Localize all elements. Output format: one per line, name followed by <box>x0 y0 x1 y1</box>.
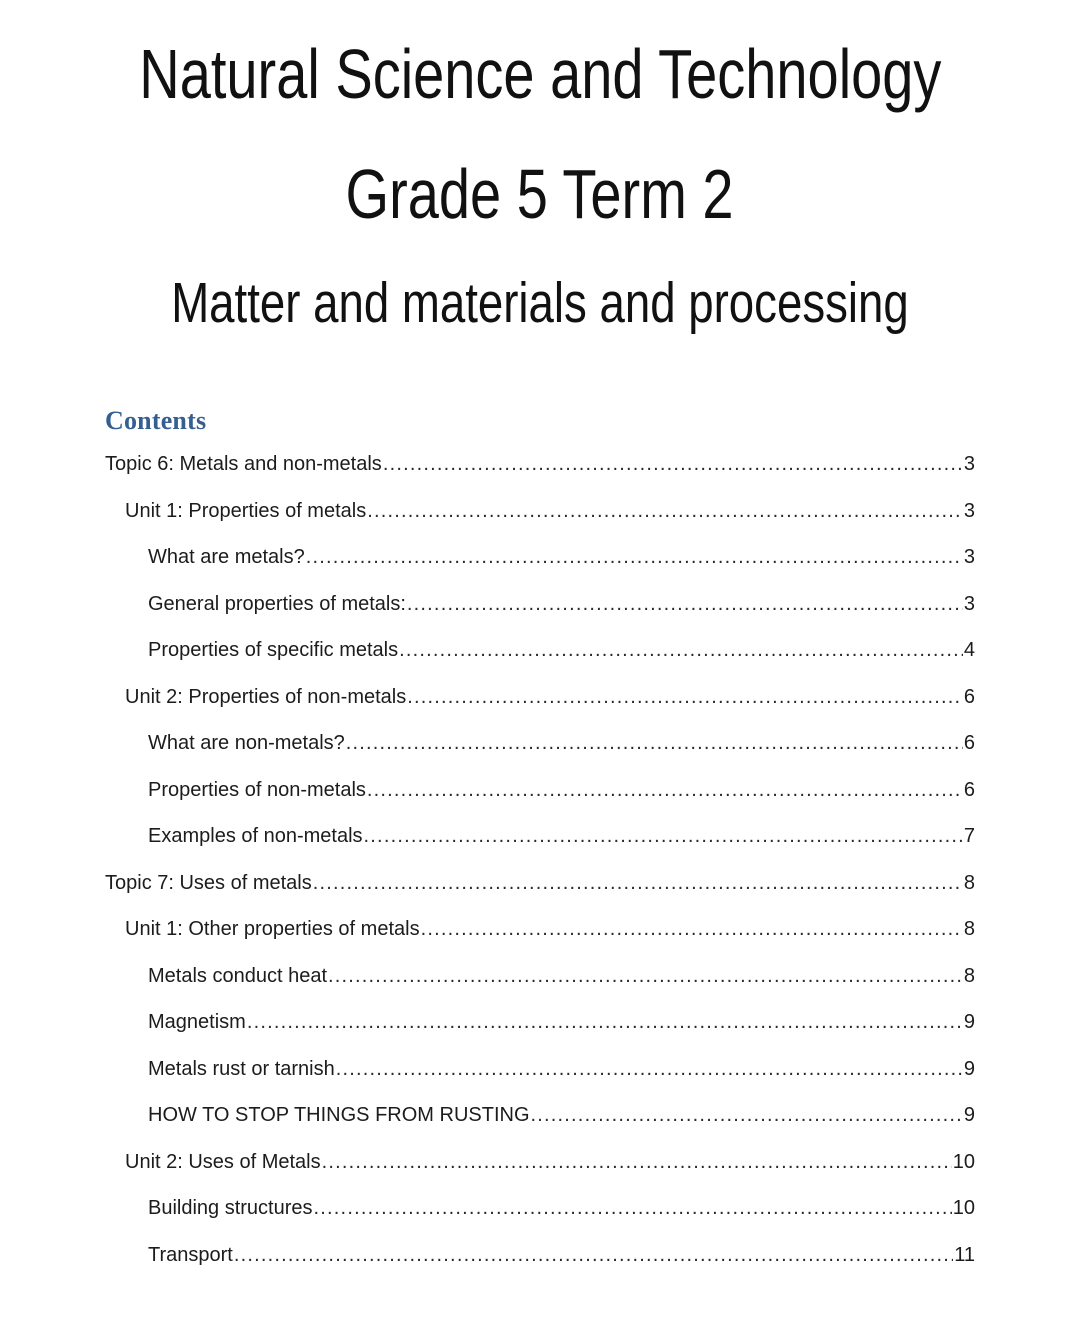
toc-entry-label: Transport <box>148 1243 233 1266</box>
toc-entry-label: Topic 7: Uses of metals <box>105 871 312 894</box>
toc-leader-dots <box>367 488 963 535</box>
toc-page-number: 10 <box>952 1150 975 1173</box>
toc-leader-dots <box>367 767 963 814</box>
toc-leader-dots <box>399 627 963 674</box>
page-title-line2 <box>0 154 1080 234</box>
toc-page-number: 6 <box>963 732 975 754</box>
toc-leader-dots <box>421 906 963 953</box>
toc-entry-label: Metals conduct heat <box>148 964 327 987</box>
toc-entry-label: Magnetism <box>148 1011 246 1033</box>
toc-page-number: 3 <box>963 592 975 615</box>
toc-row[interactable] <box>105 767 975 814</box>
toc-entry-label: Properties of non-metals <box>148 778 366 801</box>
toc-leader-dots <box>346 720 963 767</box>
page-subtitle <box>0 270 1080 336</box>
toc-leader-dots <box>328 953 963 1000</box>
toc-row[interactable] <box>105 813 975 860</box>
toc-row[interactable] <box>105 1185 975 1232</box>
toc-leader-dots <box>364 813 963 860</box>
toc-row[interactable] <box>105 1092 975 1139</box>
toc-leader-dots <box>336 1046 963 1093</box>
title-block <box>0 34 1080 336</box>
toc-row[interactable] <box>105 1046 975 1093</box>
toc-row[interactable] <box>105 953 975 1000</box>
toc-row[interactable] <box>105 999 975 1046</box>
toc-entry-label: Examples of non-metals <box>148 825 363 847</box>
toc-row[interactable] <box>105 627 975 674</box>
toc-page-number: 4 <box>963 639 975 661</box>
toc-page-number: 8 <box>963 918 975 940</box>
page-title-line2-text: Grade 5 Term 2 <box>345 155 735 233</box>
toc-page-number: 3 <box>963 546 975 568</box>
page-title-line1 <box>0 34 1080 114</box>
toc-leader-dots <box>383 441 963 488</box>
toc-page-number: 7 <box>963 825 975 847</box>
toc-leader-dots <box>407 581 963 628</box>
toc-leader-dots <box>407 674 963 721</box>
toc-leader-dots <box>314 1185 952 1232</box>
toc-row[interactable] <box>105 674 975 721</box>
toc-leader-dots <box>306 534 963 581</box>
toc-entry-label: What are non-metals? <box>148 732 345 754</box>
toc-row[interactable] <box>105 441 975 488</box>
toc-page-number: 6 <box>963 685 975 708</box>
toc-entry-label: What are metals? <box>148 546 305 568</box>
toc-leader-dots <box>247 999 963 1046</box>
toc-entry-label: Building structures <box>148 1197 313 1219</box>
toc-page-number: 3 <box>963 453 975 475</box>
toc-row[interactable] <box>105 720 975 767</box>
toc-page-number: 8 <box>963 871 975 894</box>
toc-row[interactable] <box>105 581 975 628</box>
toc-entry-label: HOW TO STOP THINGS FROM RUSTING <box>148 1104 530 1126</box>
toc-row[interactable] <box>105 1232 975 1279</box>
toc-entry-label: Unit 1: Properties of metals <box>125 499 367 522</box>
toc-leader-dots <box>531 1092 963 1139</box>
toc-row[interactable] <box>105 1139 975 1186</box>
toc-page-number: 3 <box>963 499 975 522</box>
toc-page-number: 9 <box>963 1104 975 1126</box>
toc-leader-dots <box>234 1232 953 1279</box>
page-subtitle-text: Matter and materials and processing <box>171 271 909 335</box>
toc-page-number: 9 <box>963 1011 975 1033</box>
toc-entry-label: Properties of specific metals <box>148 639 399 661</box>
toc-page-number: 10 <box>952 1197 975 1219</box>
toc-page-number: 6 <box>963 778 975 801</box>
toc-row[interactable] <box>105 488 975 535</box>
toc-entry-label: General properties of metals: <box>148 592 406 615</box>
toc-page-number: 11 <box>954 1243 975 1266</box>
contents-heading: Contents <box>105 406 207 435</box>
document-page <box>0 34 1080 1325</box>
toc-leader-dots <box>322 1139 952 1186</box>
toc-page-number: 9 <box>963 1057 975 1080</box>
toc-page-number: 8 <box>963 964 975 987</box>
toc-entry-label: Unit 1: Other properties of metals <box>125 918 420 940</box>
toc-row[interactable] <box>105 534 975 581</box>
toc-row[interactable] <box>105 906 975 953</box>
toc-list <box>105 441 975 1278</box>
toc-entry-label: Metals rust or tarnish <box>148 1057 335 1080</box>
toc-entry-label: Topic 6: Metals and non-metals <box>105 453 382 475</box>
toc-row[interactable] <box>105 860 975 907</box>
toc-entry-label: Unit 2: Properties of non-metals <box>125 685 407 708</box>
page-title-line1-text: Natural Science and Technology <box>138 35 942 113</box>
toc-entry-label: Unit 2: Uses of Metals <box>125 1150 321 1173</box>
toc-leader-dots <box>313 860 963 907</box>
